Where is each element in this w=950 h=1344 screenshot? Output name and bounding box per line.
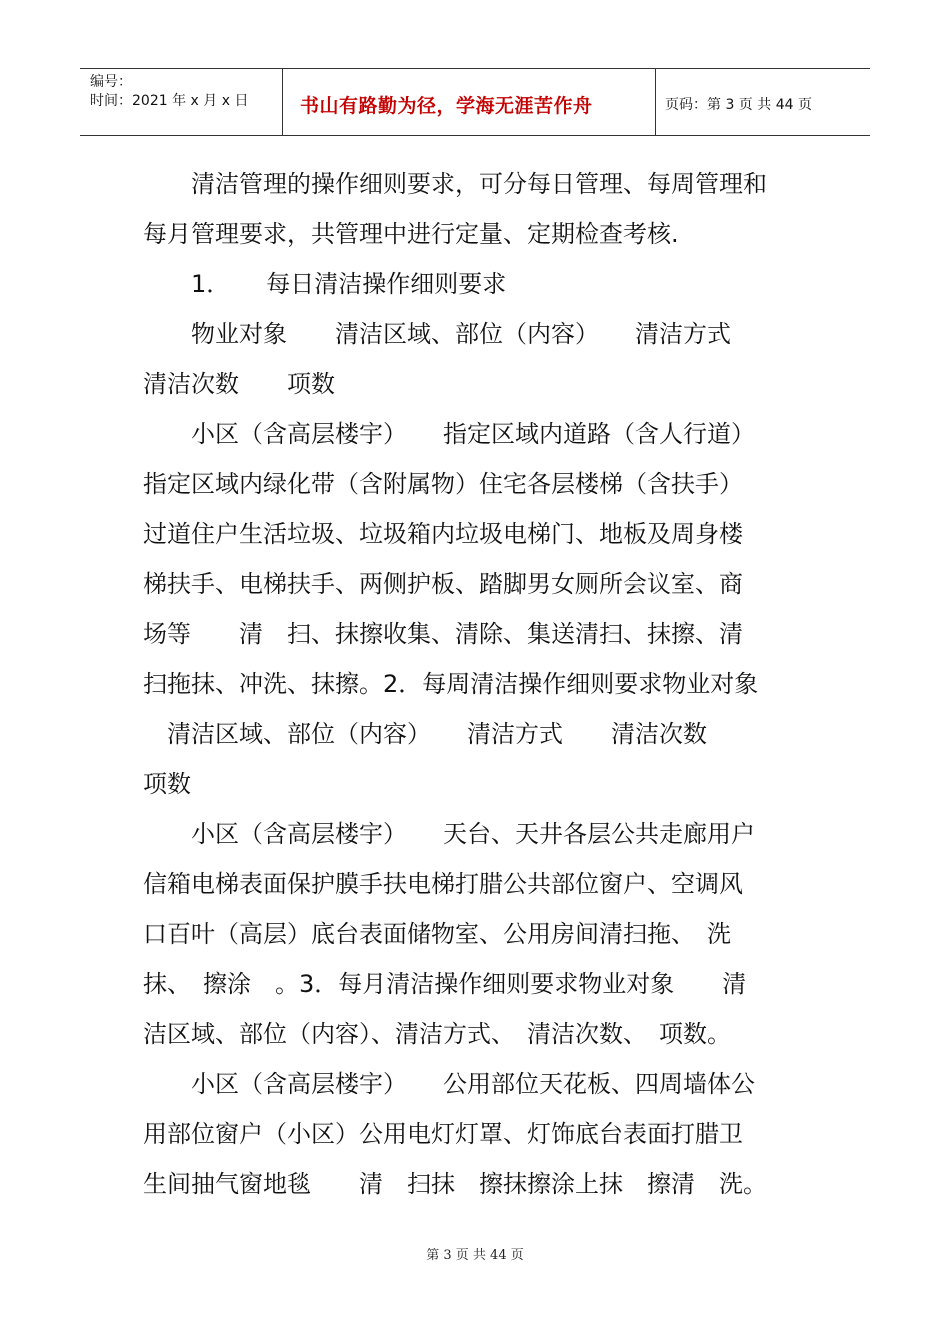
body-line: 生间抽气窗地毯 清 扫抹 擦抹擦涂上抹 擦清 洗。 — [143, 1170, 767, 1198]
body-line: 信箱电梯表面保护膜手扶电梯打腊公共部位窗户、空调风 — [143, 870, 743, 898]
header-divider-left — [282, 68, 283, 136]
body-line: 梯扶手、电梯扶手、两侧护板、踏脚男女厕所会议室、商 — [143, 570, 743, 598]
body-line: 口百叶（高层）底台表面储物室、公用房间清扫拖、 洗 — [143, 920, 731, 948]
body-line: 小区（含高层楼宇） 公用部位天花板、四周墙体公 — [143, 1070, 755, 1098]
body-line: 清洁管理的操作细则要求，可分每日管理、每周管理和 — [143, 170, 767, 198]
time-label: 时间：2021 年 x 月 x 日 — [90, 93, 249, 109]
page-footer: 第 3 页 共 44 页 — [426, 1248, 524, 1263]
body-line: 场等 清 扫、抹擦收集、清除、集送清扫、抹擦、清 — [143, 620, 743, 648]
body-line: 每月管理要求，共管理中进行定量、定期检查考核. — [143, 220, 679, 248]
header-top-rule — [80, 68, 870, 69]
body-line: 1． 每日清洁操作细则要求 — [143, 270, 507, 298]
body-line: 扫拖抹、冲洗、抹擦。2．每周清洁操作细则要求物业对象 — [143, 670, 759, 698]
header-divider-right — [655, 68, 656, 136]
body-line: 清洁次数 项数 — [143, 370, 335, 398]
page-label: 页码：第 3 页 共 44 页 — [665, 97, 812, 113]
body-line: 用部位窗户（小区）公用电灯灯罩、灯饰底台表面打腊卫 — [143, 1120, 743, 1148]
body-line: 清洁区域、部位（内容） 清洁方式 清洁次数 — [143, 720, 707, 748]
serial-label: 编号： — [90, 74, 132, 90]
body-line: 小区（含高层楼宇） 天台、天井各层公共走廊用户 — [143, 820, 755, 848]
body-line: 过道住户生活垃圾、垃圾箱内垃圾电梯门、地板及周身楼 — [143, 520, 743, 548]
body-line: 洁区域、部位（内容）、清洁方式、 清洁次数、 项数。 — [143, 1020, 731, 1048]
body-line: 物业对象 清洁区域、部位（内容） 清洁方式 — [143, 320, 731, 348]
body-line: 抹、 擦涂 。3．每月清洁操作细则要求物业对象 清 — [143, 970, 747, 998]
body-line: 指定区域内绿化带（含附属物）住宅各层楼梯（含扶手） — [143, 470, 743, 498]
header-bottom-rule — [80, 135, 870, 136]
body-line: 项数 — [143, 770, 191, 798]
body-line: 小区（含高层楼宇） 指定区域内道路（含人行道） — [143, 420, 755, 448]
header-motto: 书山有路勤为径，学海无涯苦作舟 — [300, 95, 593, 117]
